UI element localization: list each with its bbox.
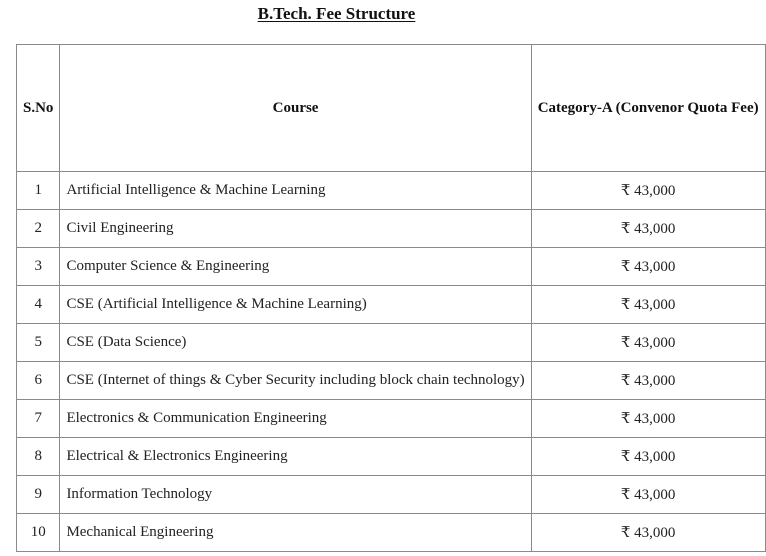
table-row [17, 172, 766, 210]
cell-sno: 3 [17, 248, 60, 286]
table-header-row [17, 45, 766, 172]
header-fee: Category-A (Convenor Quota Fee) [531, 45, 765, 172]
header-sno: S.No [17, 45, 60, 172]
page-title: B.Tech. Fee Structure [257, 4, 416, 23]
table-row [17, 362, 766, 400]
cell-course: Artificial Intelligence & Machine Learning [60, 172, 531, 210]
cell-course: Electrical & Electronics Engineering [60, 438, 531, 476]
cell-course: Computer Science & Engineering [60, 248, 531, 286]
table-row [17, 324, 766, 362]
cell-fee: ₹ 43,000 [531, 172, 765, 210]
cell-fee: ₹ 43,000 [531, 286, 765, 324]
table-row [17, 210, 766, 248]
cell-sno: 2 [17, 210, 60, 248]
cell-sno: 7 [17, 400, 60, 438]
cell-sno: 8 [17, 438, 60, 476]
cell-course: Electronics & Communication Engineering [60, 400, 531, 438]
table-row [17, 248, 766, 286]
cell-course: CSE (Artificial Intelligence & Machine Learning) [60, 286, 531, 324]
cell-course: CSE (Internet of things & Cyber Security including block chain technology) [60, 362, 531, 400]
cell-course: Information Technology [60, 476, 531, 514]
cell-sno: 10 [17, 514, 60, 552]
table-row [17, 476, 766, 514]
cell-fee: ₹ 43,000 [531, 324, 765, 362]
cell-sno: 9 [17, 476, 60, 514]
cell-fee: ₹ 43,000 [531, 400, 765, 438]
cell-sno: 4 [17, 286, 60, 324]
fee-structure-table [16, 44, 766, 552]
table-row [17, 400, 766, 438]
cell-sno: 6 [17, 362, 60, 400]
table-row [17, 438, 766, 476]
cell-course: Mechanical Engineering [60, 514, 531, 552]
cell-fee: ₹ 43,000 [531, 362, 765, 400]
cell-course: Civil Engineering [60, 210, 531, 248]
cell-fee: ₹ 43,000 [531, 514, 765, 552]
table-row [17, 514, 766, 552]
cell-fee: ₹ 43,000 [531, 248, 765, 286]
cell-sno: 1 [17, 172, 60, 210]
cell-fee: ₹ 43,000 [531, 438, 765, 476]
cell-fee: ₹ 43,000 [531, 210, 765, 248]
cell-course: CSE (Data Science) [60, 324, 531, 362]
table-row [17, 286, 766, 324]
cell-sno: 5 [17, 324, 60, 362]
cell-fee: ₹ 43,000 [531, 476, 765, 514]
header-course: Course [60, 45, 531, 172]
